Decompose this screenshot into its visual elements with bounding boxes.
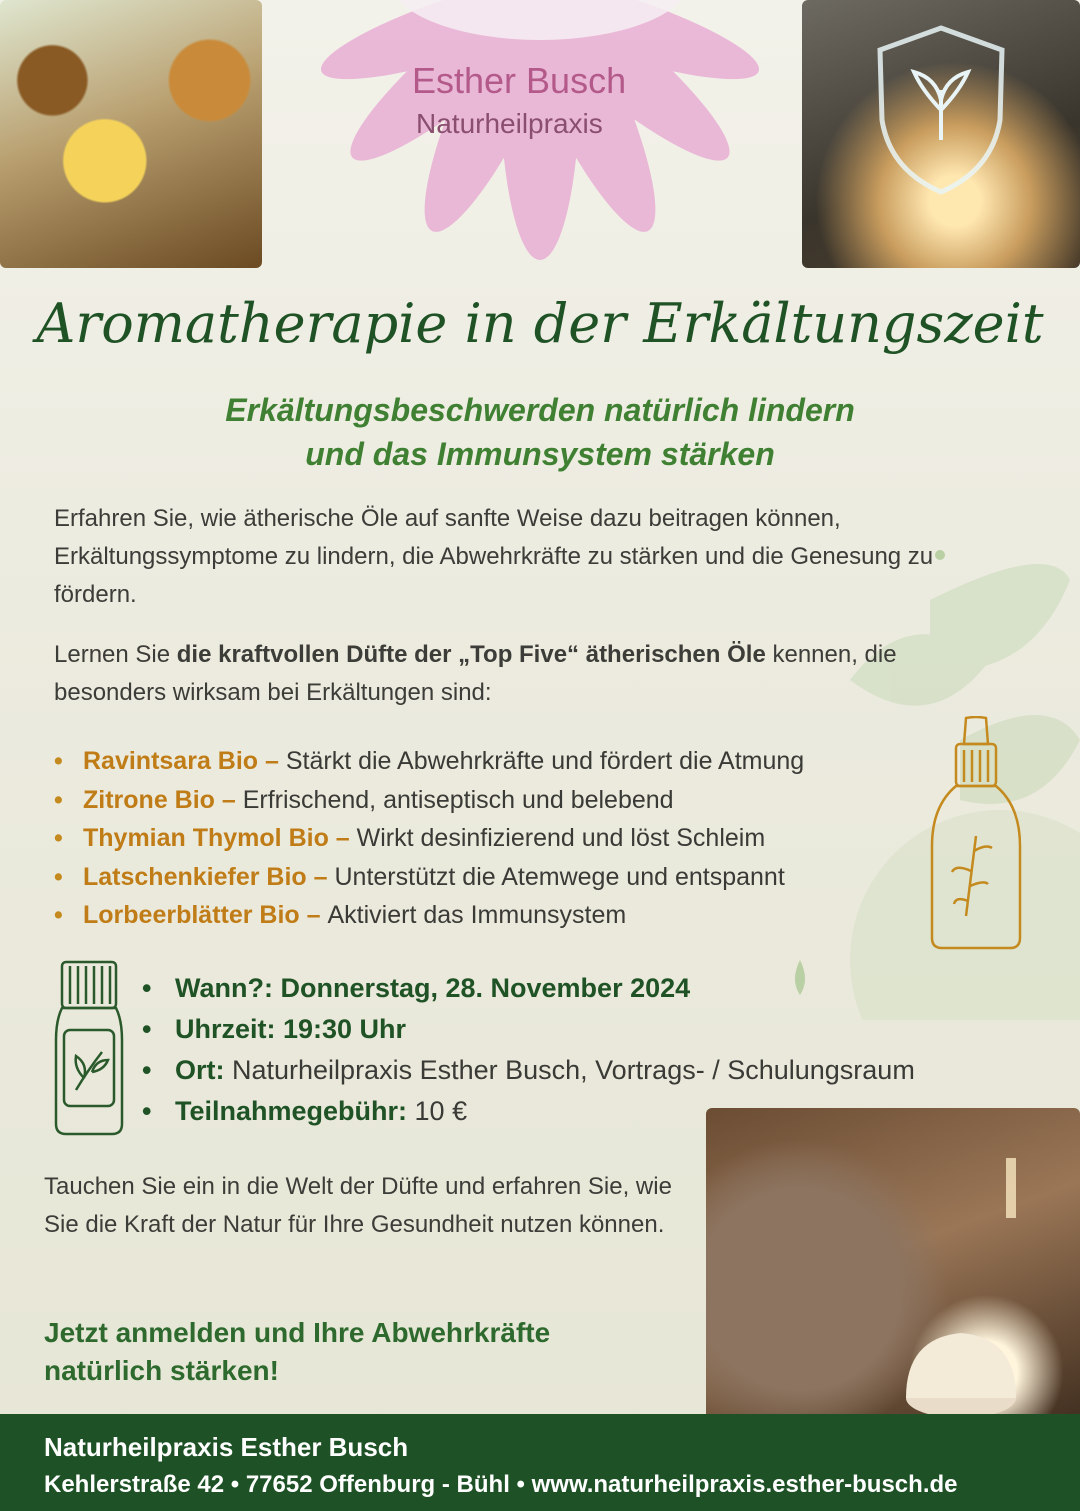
shield-icon — [802, 0, 1080, 268]
fee-value: 10 € — [407, 1096, 468, 1126]
leaf-bottle-icon — [54, 960, 124, 1138]
intro-2-prefix: Lernen Sie — [54, 641, 177, 668]
oil-name: Zitrone Bio — [83, 785, 215, 814]
closing-paragraph: Tauchen Sie ein in die Welt der Düfte und erfahren Sie, wie Sie die Kraft der Natur für Ihre Gesundheit nutzen können. — [44, 1173, 672, 1238]
call-to-action: Jetzt anmelden und Ihre Abwehrkräfte natürlich stärken! — [44, 1317, 551, 1386]
bullet-icon: • — [142, 973, 152, 1003]
intro-paragraph-2 — [54, 636, 954, 712]
list-item — [54, 858, 804, 897]
shield-hands-photo — [802, 0, 1080, 268]
when-label: Wann?: — [175, 973, 273, 1003]
oil-name: Thymian Thymol Bio — [83, 824, 329, 853]
footer-address: Kehlerstraße 42 • 77652 Offenburg - Bühl • www.naturheilpraxis.esther-busch.de — [44, 1471, 958, 1498]
event-when — [142, 968, 915, 1009]
subtitle-line-1: Erkältungsbeschwerden natürlich lindern — [225, 392, 855, 428]
page-subtitle — [0, 388, 1080, 476]
bullet-icon: • — [142, 1096, 152, 1126]
oil-description: Aktiviert das Immunsystem — [327, 901, 627, 930]
event-place — [142, 1050, 915, 1091]
bullet-icon: • — [54, 747, 63, 775]
intro-2-bold: die kraftvollen Düfte der „Top Five“ ätherischen Öle — [176, 641, 766, 668]
fee-label: Teilnahmegebühr: — [175, 1096, 408, 1126]
list-item — [54, 742, 804, 781]
brand-name: Esther Busch — [412, 60, 627, 101]
page-title: Aromatherapie in der Erkältungszeit — [36, 292, 1044, 355]
bullet-icon: • — [142, 1014, 152, 1044]
oil-bottle-icon — [926, 716, 1026, 952]
bullet-icon: • — [54, 862, 63, 891]
footer — [0, 1414, 1080, 1511]
subtitle-line-2: und das Immunsystem stärken — [305, 436, 775, 472]
oil-description: Wirkt desinfizierend und löst Schleim — [356, 824, 766, 853]
bullet-icon: • — [54, 824, 63, 853]
event-time — [142, 1009, 915, 1050]
oil-dash: – — [258, 747, 286, 775]
oil-description: Unterstützt die Atemwege und entspannt — [334, 862, 785, 891]
oil-list — [54, 742, 804, 935]
oil-description: Erfrischend, antiseptisch und belebend — [242, 785, 674, 814]
oil-name: Lorbeerblätter Bio — [83, 901, 300, 930]
when-value: Donnerstag, 28. November 2024 — [272, 973, 691, 1003]
place-value: Naturheilpraxis Esther Busch, Vortrags- / Schulungsraum — [224, 1055, 915, 1085]
time-value: 19:30 Uhr — [275, 1014, 407, 1044]
time-label: Uhrzeit: — [175, 1014, 276, 1044]
list-item — [54, 819, 804, 858]
oil-dash: – — [306, 862, 335, 891]
essential-oils-photo — [0, 0, 262, 268]
oil-dash: – — [214, 785, 243, 814]
bullet-icon: • — [142, 1055, 152, 1085]
place-label: Ort: — [175, 1055, 225, 1085]
aroma-diffuser-photo — [706, 1108, 1080, 1438]
list-item — [54, 896, 804, 935]
oil-dash: – — [328, 824, 357, 853]
oil-name: Latschenkiefer Bio — [83, 862, 307, 891]
brand-subtitle: Naturheilpraxis — [416, 108, 603, 139]
intro-paragraph: Erfahren Sie, wie ätherische Öle auf sanfte Weise dazu beitragen können, Erkältungssymptome zu lindern, die Abwehrkräfte zu stärken und die Genesung zu fördern. — [54, 505, 934, 608]
oil-description: Stärkt die Abwehrkräfte und fördert die Atmung — [285, 747, 805, 775]
intro-2-suffix: kennen, die besonders wirksam bei Erkältungen sind: — [54, 641, 897, 706]
bullet-icon: • — [54, 901, 63, 930]
diffuser-icon — [706, 1108, 1080, 1438]
oil-name: Ravintsara Bio — [83, 747, 259, 775]
footer-practice-name: Naturheilpraxis Esther Busch — [44, 1432, 409, 1462]
list-item — [54, 781, 804, 820]
bullet-icon: • — [54, 785, 63, 814]
oil-dash: – — [299, 901, 328, 930]
